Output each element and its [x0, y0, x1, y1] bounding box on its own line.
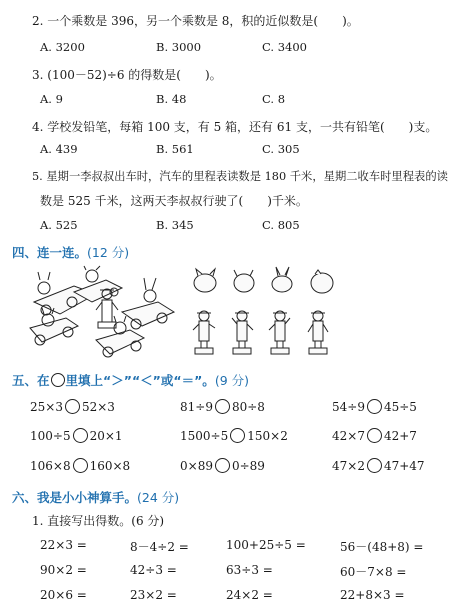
compare-item-1: 25×3 52×3 [30, 399, 115, 414]
q5-option-b: B. 345 [156, 218, 194, 232]
animal-heads-row [190, 266, 340, 296]
section-4-heading [12, 243, 129, 261]
compare-item-3: 54÷9 45÷5 [332, 399, 417, 414]
question-3-text: 3. (100－52)÷6 的得数是( )。 [32, 68, 222, 82]
calc-item: 56－(48+8) = [340, 540, 424, 554]
section-5-title-pre: 五、在 [12, 373, 50, 388]
q2-option-a: A. 3200 [40, 40, 85, 54]
q4-option-a: A. 439 [40, 142, 78, 156]
compare-item-2: 81÷9 80÷8 [180, 399, 265, 414]
section-5-title-post: 里填上“＞”“＜”或“＝”。 [65, 373, 215, 388]
section-6-heading [12, 488, 179, 506]
section-6-title: 六、我是小小神算手。 [12, 490, 138, 505]
answer-circle[interactable] [215, 399, 230, 414]
answer-circle[interactable] [367, 458, 382, 473]
calc-item: 100+25÷5 = [226, 538, 306, 552]
calc-item: 63÷3 = [226, 563, 273, 577]
answer-circle[interactable] [215, 458, 230, 473]
animals-in-cars-illustration [26, 262, 176, 358]
question-5-line-2: 数是 525 千米，这两天李叔叔行驶了( )千米。 [40, 194, 308, 208]
compare-item-5: 1500÷5 150×2 [180, 428, 288, 443]
section-6-score: (24 分) [137, 490, 180, 505]
q5-option-a: A. 525 [40, 218, 78, 232]
calc-item: 90×2 = [40, 563, 87, 577]
compare-item-9: 47×2 47+47 [332, 458, 425, 473]
compare-item-7: 106×8 160×8 [30, 458, 131, 473]
answer-circle[interactable] [367, 428, 382, 443]
calc-item: 23×2 = [130, 588, 177, 602]
q3-option-c: C. 8 [262, 92, 286, 106]
q2-option-c: C. 3400 [262, 40, 307, 54]
q4-option-b: B. 561 [156, 142, 194, 156]
calc-item: 42÷3 = [130, 563, 177, 577]
calc-item: 60－7×8 = [340, 565, 407, 579]
q3-option-b: B. 48 [156, 92, 187, 106]
q5-option-c: C. 805 [262, 218, 300, 232]
section-5-heading [12, 371, 249, 389]
section-4-score: (12 分) [87, 245, 130, 260]
compare-item-4: 100÷5 20×1 [30, 428, 123, 443]
q2-option-b: B. 3000 [156, 40, 202, 54]
subsection-1-title: 1. 直接写出得数。(6 分) [32, 514, 165, 528]
calc-item: 22×3 = [40, 538, 87, 552]
compare-item-8: 0×89 0÷89 [180, 458, 265, 473]
answer-circle[interactable] [367, 399, 382, 414]
answer-circle[interactable] [73, 458, 88, 473]
section-5-score: (9 分) [214, 373, 249, 388]
calc-item: 24×2 = [226, 588, 273, 602]
q3-option-a: A. 9 [40, 92, 63, 106]
question-4-text: 4. 学校发铅笔，每箱 100 支，有 5 箱，还有 61 支，一共有铅笔( )支。 [32, 120, 438, 134]
question-2-text: 2. 一个乘数是 396，另一个乘数是 8，积的近似数是( )。 [32, 14, 359, 28]
compare-item-6: 42×7 42+7 [332, 428, 417, 443]
answer-circle[interactable] [73, 428, 88, 443]
q4-option-c: C. 305 [262, 142, 300, 156]
answer-circle[interactable] [65, 399, 80, 414]
question-5-line-1: 5. 星期一李叔叔出车时，汽车的里程表读数是 180 千米，星期二收车时里程表的读 [32, 170, 448, 183]
calc-item: 8－4÷2 = [130, 540, 189, 554]
blank-circle-icon [51, 373, 65, 387]
answer-circle[interactable] [230, 428, 245, 443]
section-4-title: 四、连一连。 [12, 245, 88, 260]
calc-item: 20×6 = [40, 588, 87, 602]
calc-item: 22+8×3 = [340, 588, 405, 602]
police-officers-row [190, 308, 340, 358]
